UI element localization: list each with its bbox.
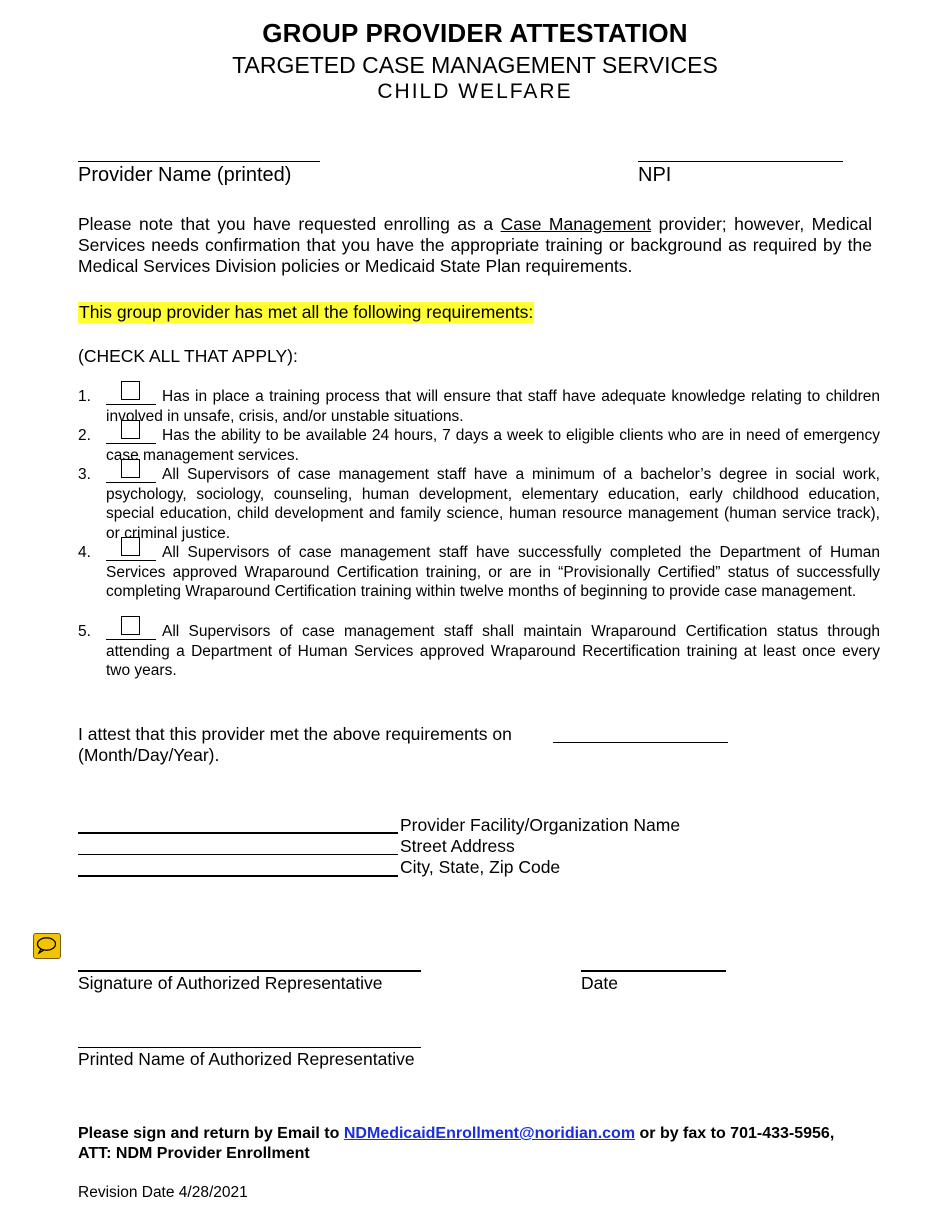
attest-line-1: I attest that this provider met the above requirements on <box>78 724 512 744</box>
city-state-zip-field[interactable] <box>78 875 398 877</box>
org-name-label: Provider Facility/Organization Name <box>400 815 681 835</box>
requirement-text: Has the ability to be available 24 hours, 7 days a week to eligible clients who are in need of emergency case management services. <box>106 427 880 464</box>
requirement-checkbox-2[interactable] <box>106 426 156 442</box>
street-address-field[interactable] <box>78 854 398 855</box>
requirement-item <box>78 426 880 465</box>
email-link[interactable]: NDMedicaidEnrollment@noridian.com <box>343 1125 636 1142</box>
requirement-checkbox-4[interactable] <box>106 543 156 559</box>
intro-paragraph <box>78 214 872 277</box>
requirement-item <box>78 543 880 602</box>
requirement-number: 2. <box>78 427 91 444</box>
requirement-item <box>78 465 880 543</box>
attest-line-2: (Month/Day/Year). <box>78 745 220 765</box>
requirement-text: All Supervisors of case management staff shall maintain Wraparound Certification status through attending a Department of Human Services approved Wraparound Recertification training at least once every two years. <box>106 623 880 679</box>
npi-label: NPI <box>638 164 672 186</box>
attest-statement <box>78 724 512 766</box>
intro-underlined-term: Case Management <box>500 214 652 234</box>
return-text-after: or by fax to 701-433-5956, <box>635 1125 835 1142</box>
form-subtitle: TARGETED CASE MANAGEMENT SERVICES <box>232 52 718 78</box>
printed-name-field[interactable] <box>78 1047 421 1048</box>
requirements-highlight: This group provider has met all the following requirements: <box>79 302 534 322</box>
requirement-checkbox-1[interactable] <box>106 387 156 403</box>
org-name-field[interactable] <box>78 832 398 834</box>
requirement-item <box>78 387 880 426</box>
return-instructions <box>78 1124 888 1164</box>
requirement-text: All Supervisors of case management staff have a minimum of a bachelor’s degree in social work, psychology, sociology, counseling, human development, elementary education, early childhood education, special education, child development and family science, human resource management (human service track), or criminal justice. <box>106 466 880 542</box>
attest-date-field[interactable] <box>553 742 728 743</box>
printed-name-label: Printed Name of Authorized Representative <box>78 1049 415 1069</box>
signature-field[interactable] <box>78 970 421 972</box>
requirement-number: 4. <box>78 544 91 561</box>
requirement-checkbox-3[interactable] <box>106 465 156 481</box>
return-line-1 <box>78 1124 888 1144</box>
city-state-zip-label: City, State, Zip Code <box>400 857 561 877</box>
requirement-checkbox-5[interactable] <box>106 622 156 638</box>
check-all-instruction: (CHECK ALL THAT APPLY): <box>78 346 298 366</box>
requirement-text: Has in place a training process that will ensure that staff have adequate knowledge relating to children involved in unsafe, crisis, and/or unstable situations. <box>106 388 880 425</box>
signature-label: Signature of Authorized Representative <box>78 973 383 993</box>
requirement-number: 5. <box>78 623 91 640</box>
npi-field[interactable] <box>638 161 843 162</box>
street-address-label: Street Address <box>400 836 515 856</box>
provider-name-label: Provider Name (printed) <box>78 164 292 186</box>
comment-note-icon[interactable] <box>33 933 61 959</box>
form-title: GROUP PROVIDER ATTESTATION <box>262 18 688 48</box>
intro-text-after: provider; however, Medical Services needs confirmation that you have the appropriate training or background as required by the Medical Services Division policies or Medicaid State Plan requirements. <box>78 214 872 276</box>
return-line-2: ATT: NDM Provider Enrollment <box>78 1145 310 1162</box>
requirement-number: 1. <box>78 388 91 405</box>
return-text-before: Please sign and return by Email to <box>78 1125 344 1142</box>
signature-date-field[interactable] <box>581 970 726 972</box>
requirement-item <box>78 622 880 681</box>
intro-text-before: Please note that you have requested enrolling as a <box>78 214 501 234</box>
requirement-text: All Supervisors of case management staff have successfully completed the Department of Human Services approved Wraparound Certification training, or are in “Provisionally Certified” status of successfully completing Wraparound Certification training within twelve months of beginning to provide case management. <box>106 544 880 600</box>
provider-name-field[interactable] <box>78 161 320 162</box>
revision-date: Revision Date 4/28/2021 <box>78 1184 248 1201</box>
signature-date-label: Date <box>581 973 618 993</box>
form-subsubtitle: CHILD WELFARE <box>377 80 573 103</box>
requirement-number: 3. <box>78 466 91 483</box>
